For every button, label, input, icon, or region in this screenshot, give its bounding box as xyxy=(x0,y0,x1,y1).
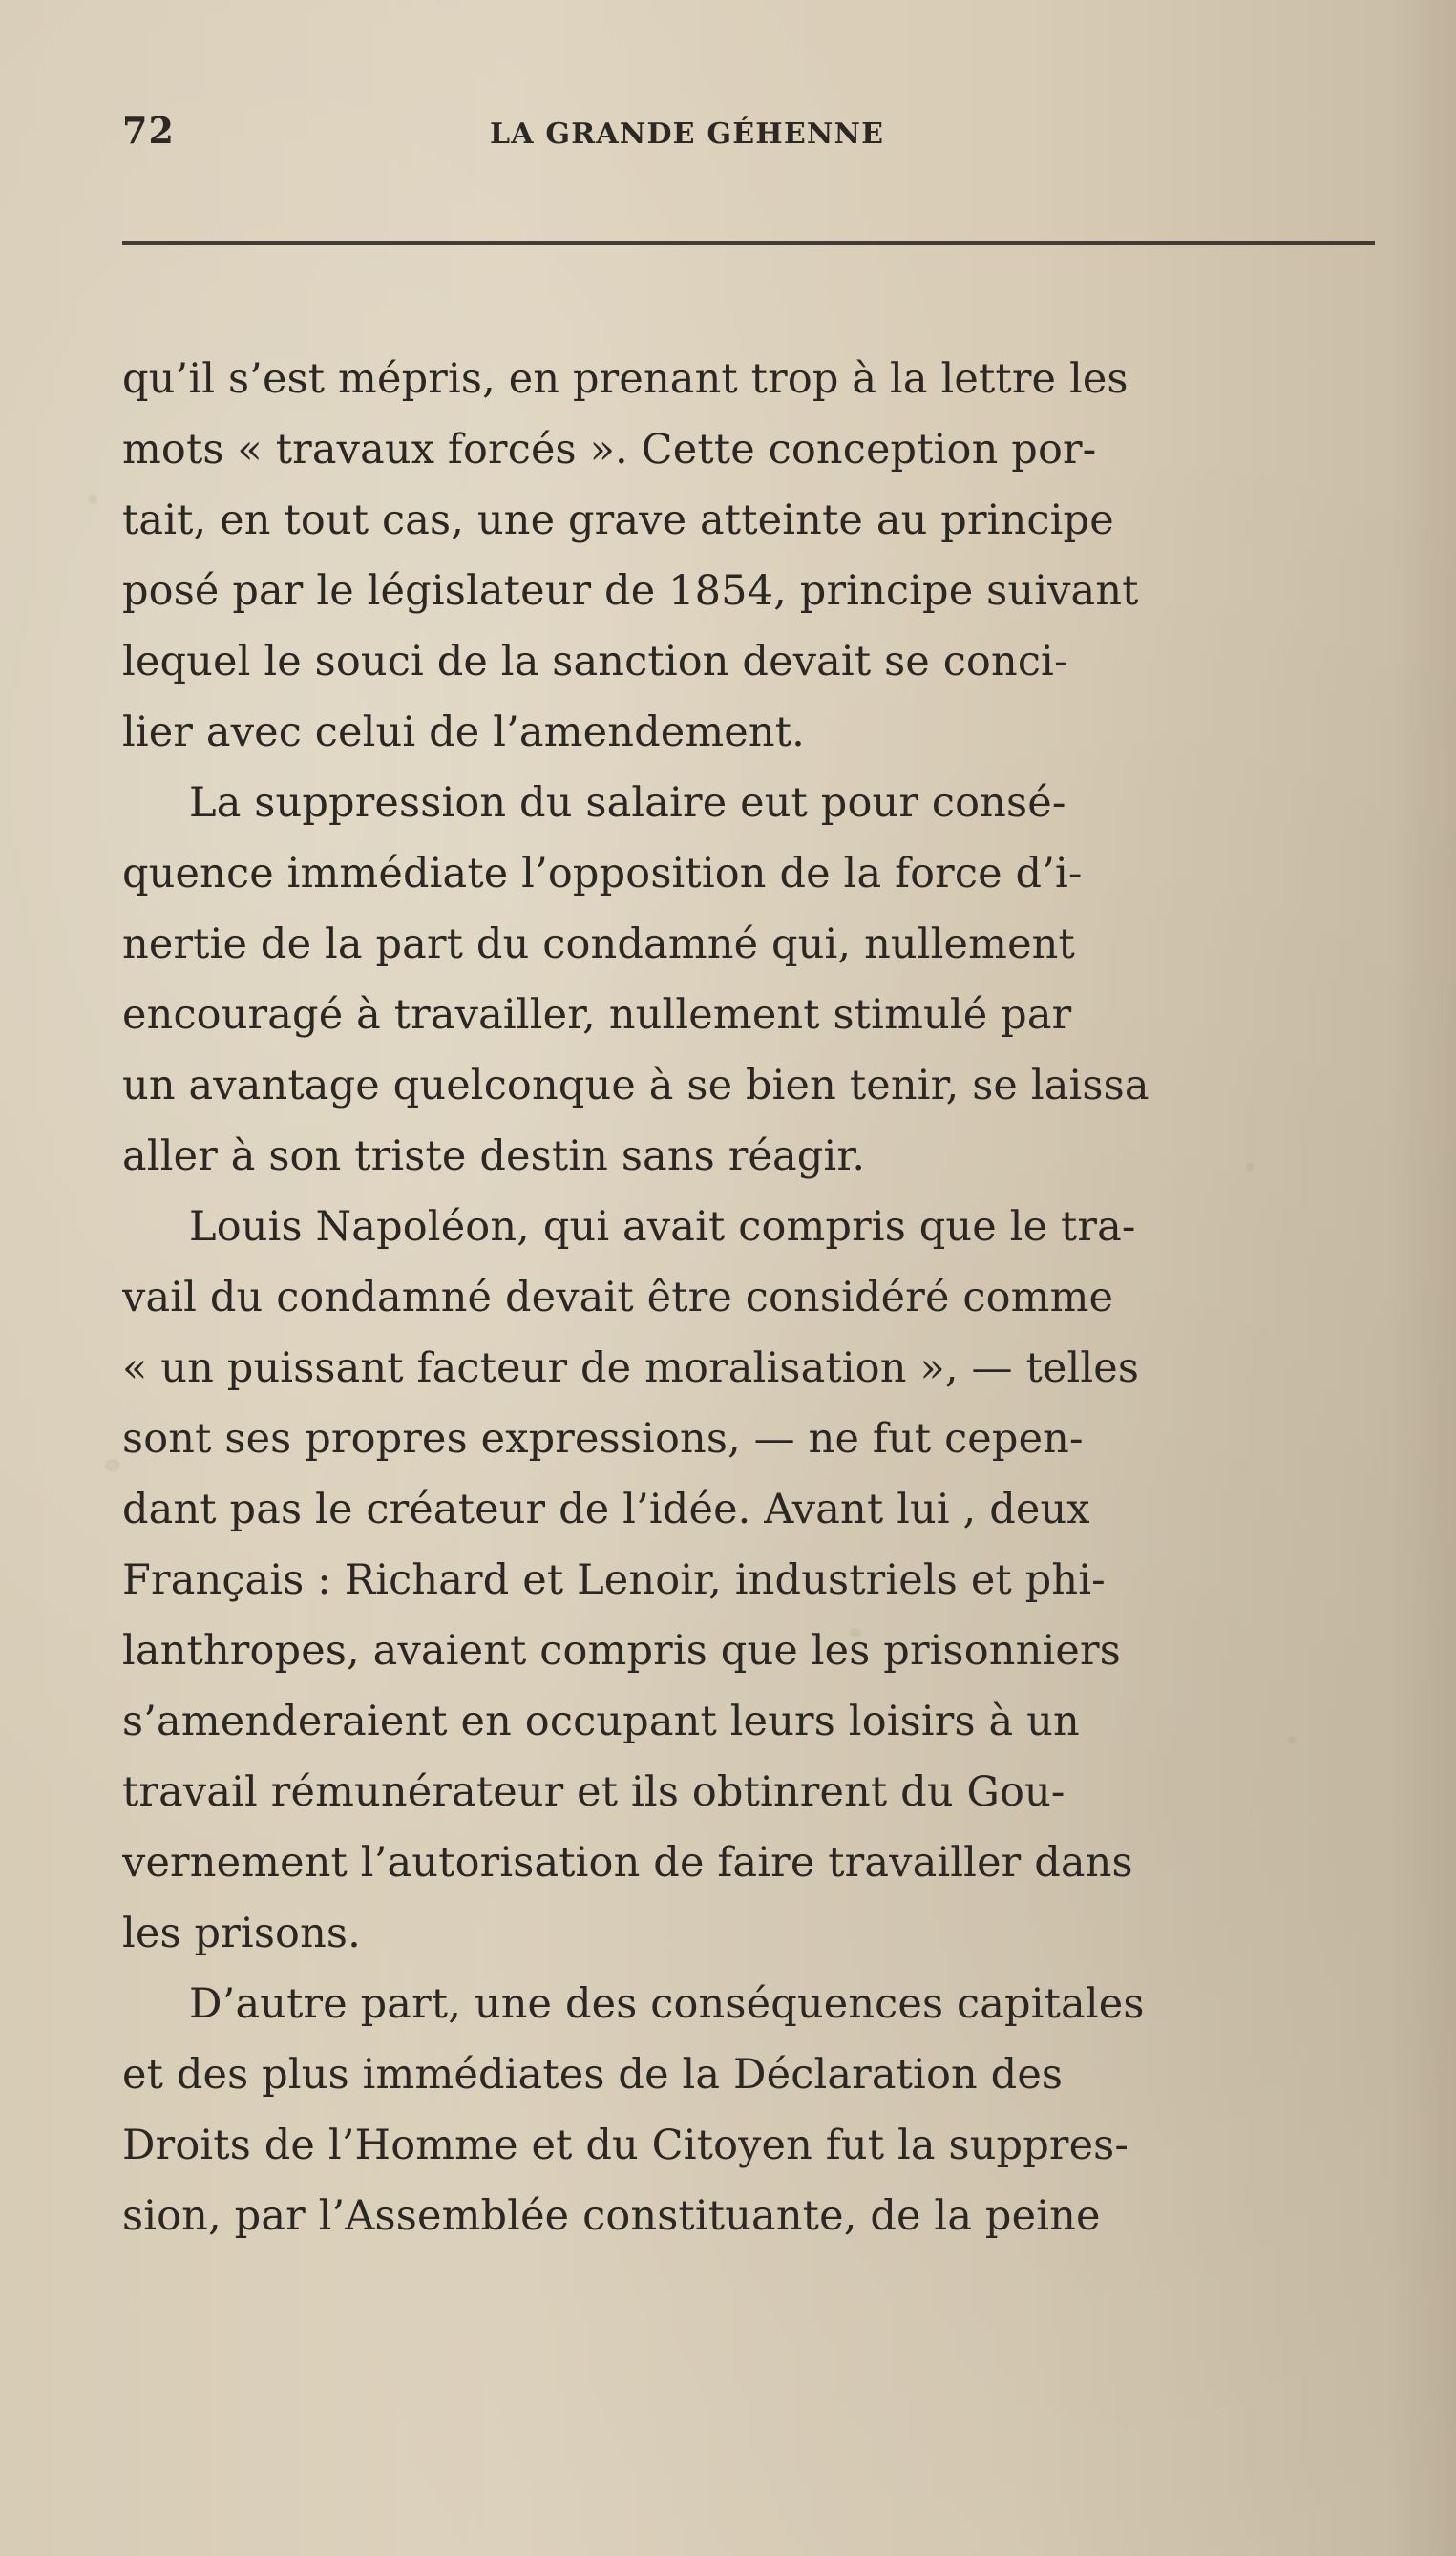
text-line: un avantage quelconque à se bien tenir, se laissa xyxy=(122,1062,1150,1109)
text-line: Louis Napoléon, qui avait compris que le tra- xyxy=(189,1203,1136,1251)
header-rule xyxy=(122,241,1375,245)
text-line: et des plus immédiates de la Déclaration des xyxy=(122,2051,1064,2099)
text-line: mots « travaux forcés ». Cette conception por- xyxy=(122,426,1097,474)
text-line: Français : Richard et Lenoir, industriels et phi- xyxy=(122,1556,1106,1604)
paper-spot xyxy=(105,1459,120,1472)
text-line: D’autre part, une des conséquences capitales xyxy=(189,1980,1145,2028)
text-line: lanthropes, avaient compris que les prisonniers xyxy=(122,1627,1121,1675)
paragraph xyxy=(122,1969,1392,2251)
text-line: s’amenderaient en occupant leurs loisirs à un xyxy=(122,1698,1080,1745)
text-line: « un puissant facteur de moralisation », — telles xyxy=(122,1344,1140,1392)
text-line: posé par le législateur de 1854, principe suivant xyxy=(122,567,1139,615)
paragraph xyxy=(122,344,1392,768)
body-text xyxy=(122,344,1392,2251)
text-line: quence immédiate l’opposition de la force d’i- xyxy=(122,850,1083,898)
text-line: La suppression du salaire eut pour consé- xyxy=(189,779,1066,827)
text-line: vernement l’autorisation de faire travailler dans xyxy=(122,1839,1133,1887)
text-line: dant pas le créateur de l’idée. Avant lui , deux xyxy=(122,1486,1090,1533)
text-line: sion, par l’Assemblée constituante, de la peine xyxy=(122,2192,1101,2240)
text-line: Droits de l’Homme et du Citoyen fut la suppres- xyxy=(122,2122,1129,2169)
running-title: LA GRANDE GÉHENNE xyxy=(490,117,885,151)
text-line: tait, en tout cas, une grave atteinte au principe xyxy=(122,496,1114,544)
running-header xyxy=(122,109,1382,170)
text-line: les prisons. xyxy=(122,1910,361,1957)
text-line: aller à son triste destin sans réagir. xyxy=(122,1132,866,1180)
text-line: qu’il s’est mépris, en prenant trop à la lettre les xyxy=(122,355,1129,403)
paragraph xyxy=(122,1192,1392,1969)
text-line: lier avec celui de l’amendement. xyxy=(122,708,805,756)
text-line: encouragé à travailler, nullement stimulé par xyxy=(122,991,1072,1039)
page-number: 72 xyxy=(122,109,175,152)
paper-spot xyxy=(88,495,97,504)
paragraph xyxy=(122,768,1392,1192)
text-line: sont ses propres expressions, — ne fut cepen- xyxy=(122,1415,1084,1463)
text-line: travail rémunérateur et ils obtinrent du Gou- xyxy=(122,1768,1066,1816)
text-line: nertie de la part du condamné qui, nullement xyxy=(122,920,1075,968)
text-line: vail du condamné devait être considéré comme xyxy=(122,1274,1114,1321)
text-line: lequel le souci de la sanction devait se conci- xyxy=(122,638,1068,686)
